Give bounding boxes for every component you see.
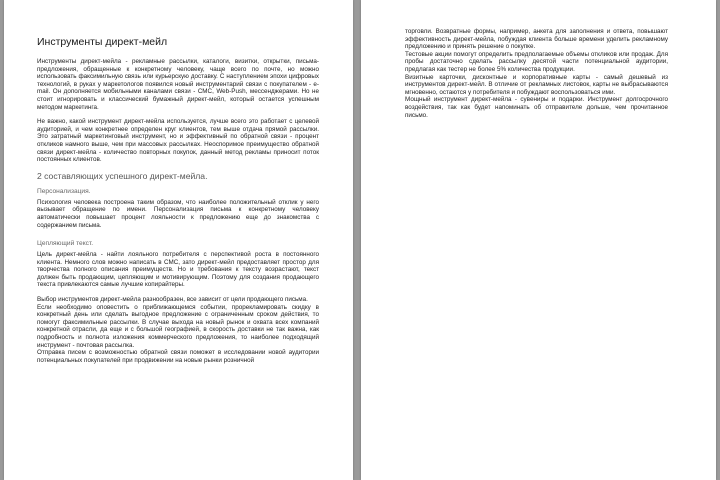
paragraph: Инструменты директ-мейла - рекламные рассылки, каталоги, визитки, открытки, письма-предложения, обращенные к конкретному человеку, чаще всего по почте, но можно использовать факсимильную связь или курьерскую доставку. С наступлением эпохи цифровых технологий, в руках у маркетологов появился новый инструментарий связи с покупателем - e-mail. Он дополняется мобильными каналами связи - СМС, Web-Push, мессенджерами. Но не стоит игнорировать и классический бумажный директ-мейл, который остается успешным методом маркетинга. [37,58,319,111]
paragraph: Не важно, какой инструмент директ-мейла используется, лучше всего это работает с целевой аудиторией, и чем конкретнее определен круг клиентов, тем выше отдача прямой рассылки. Это затратный маркетинговый инструмент, но и эффективный по обратной связи - процент откликов намного выше, чем при массовых рассылках. Неоспоримое преимущество обратной связи директ-мейла - количество повторных покупок, данный метод рекламы приносит поток постоянных клиентов. [37,118,319,164]
page-right-content [405,28,668,119]
document-title: Инструменты директ-мейл [37,36,168,48]
page-left-content [37,36,319,364]
paragraph: Отправка писем с возможностью обратной связи поможет в исследовании новой аудитории потенциальных покупателей при продвижении на новые рынки розничной [37,349,319,364]
subheading-catchy-text: Цепляющий текст. [37,240,94,248]
paragraph: Выбор инструментов директ-мейла разнообразен, все зависит от цели продающего письма. [37,296,308,304]
paragraph: торговли. Возвратные формы, например, анкета для заполнения и ответа, повышают эффективность директ-мейла, побуждая клиента больше времени уделить рекламному предложению и принять решение о покупке. [405,28,668,51]
paragraph: Визитные карточки, дисконтные и корпоративные карты - самый дешевый из инструментов директ-мейл. В отличие от рекламных листовок, карты не выбрасываются мгновенно, остаются у потребителя и побуждают воспользоваться ими. [405,73,668,96]
paragraph: Психология человека построена таким образом, что наиболее положительный отклик у него вызывает обращение по имени. Персонализация письма к конкретному человеку автоматически повышает процент лояльности к предложению еще до знакомства с содержанием письма. [37,198,319,229]
section-heading: 2 составляющих успешного директ-мейла. [37,170,208,181]
subheading-personalization: Персонализация. [37,187,91,195]
paragraph: Цель директ-мейла - найти лояльного потребителя с перспективой роста в постоянного клиента. Немного слов можно написать в СМС, зато директ-мейл предоставляет простор для творчества полного описания преимуществ. Но и требования к тексту возрастают, текст должен быть продающим, цепляющим и мотивирующим. Поэтому для создания продающего текста привлекаются самые лучшие копирайтеры. [37,251,319,289]
document-page-left [4,0,353,480]
document-page-right [361,0,716,480]
paragraph: Тестовые акции помогут определить предполагаемые объемы откликов или продаж. Для пробы достаточно сделать рассылку десятой части потенциальной аудитории, предлагая как тестер не более 5% количества продукции. [405,50,668,73]
paragraph: Если необходимо оповестить о приближающемся событии, прорекламировать скидку в конкретный день или сделать выгодное предложение с ограниченным сроком действия, то помогут факсимильные рассылки. В случае выхода на новый рынок и охвата всех компаний конкретной отрасли, да еще и с большой географией, в скорость доставки не так важна, как подробность и полнота изложения коммерческого предложения, то наиболее подходящий инструмент - почтовая рассылка. [37,303,319,349]
paragraph: Мощный инструмент директ-мейла - сувениры и подарки. Инструмент долгосрочного воздействия, так как будет напоминать об отправителе дольше, чем прочитанное письмо. [405,96,668,119]
